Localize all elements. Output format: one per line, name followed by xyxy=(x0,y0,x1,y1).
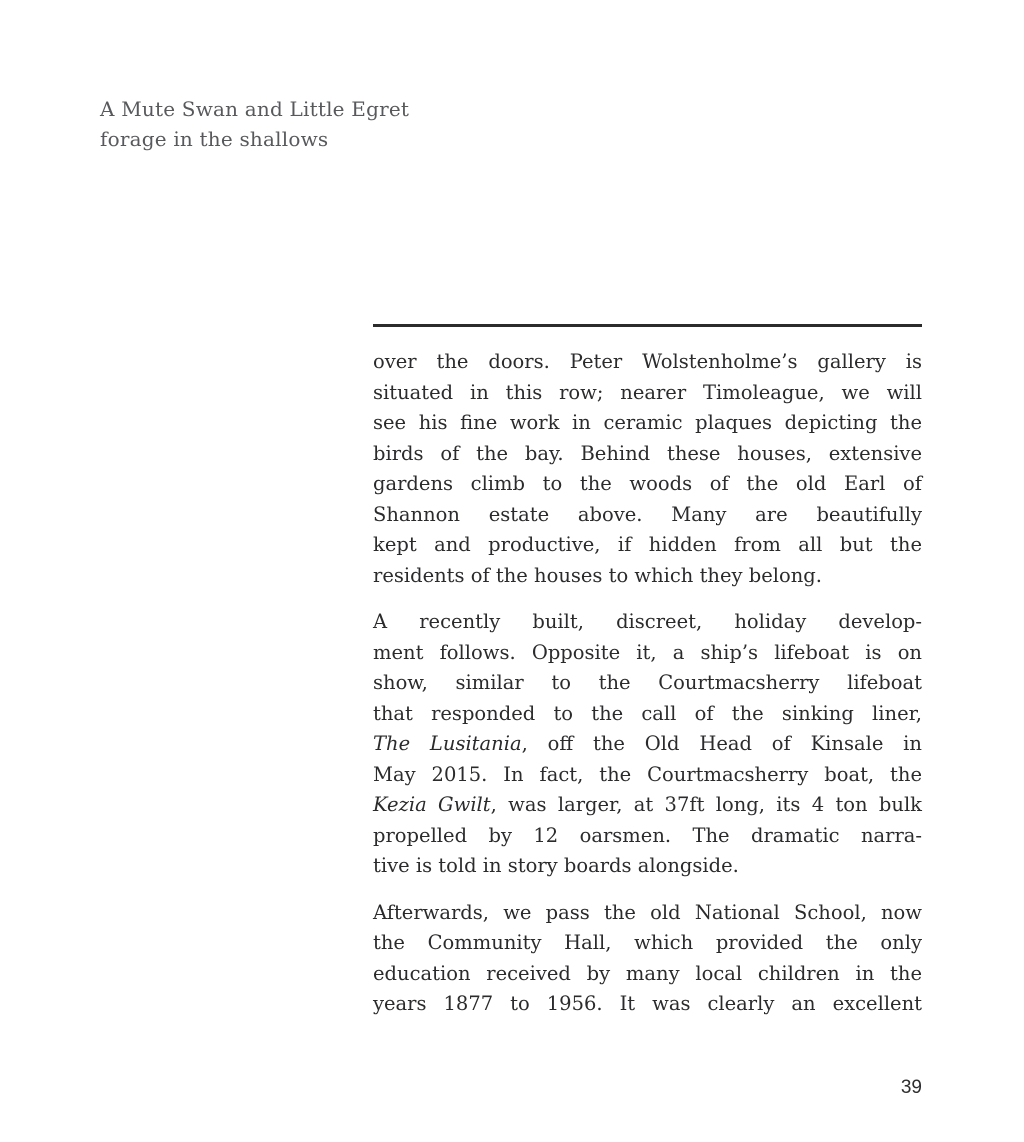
text-segment: over the doors. Peter Wolstenholme’s gallery is xyxy=(373,350,922,373)
content-column xyxy=(373,324,922,1020)
text-line xyxy=(373,959,922,990)
text-segment: residents of the houses to which they belong. xyxy=(373,563,822,587)
text-line xyxy=(373,790,922,821)
text-segment: gardens climb to the woods of the old Earl of xyxy=(373,472,922,495)
divider-rule xyxy=(373,324,922,327)
text-line xyxy=(373,561,922,592)
text-segment: Afterwards, we pass the old National School, now xyxy=(373,900,922,924)
text-segment: May 2015. In fact, the Courtmacsherry boat, the xyxy=(373,762,922,786)
text-segment: see his fine work in ceramic plaques depicting the xyxy=(373,411,922,434)
text-line xyxy=(373,469,922,500)
text-line xyxy=(373,928,922,959)
text-line xyxy=(373,638,922,669)
text-line xyxy=(373,530,922,561)
text-segment: situated in this row; nearer Timoleague, we will xyxy=(373,380,922,404)
text-segment: propelled by 12 oarsmen. The dramatic narra- xyxy=(373,823,922,847)
text-line xyxy=(373,851,922,882)
text-line xyxy=(373,408,922,439)
photo-caption xyxy=(100,94,520,154)
text-line xyxy=(373,378,922,409)
text-segment: ment follows. Opposite it, a ship’s lifeboat is on xyxy=(373,640,922,664)
text-line xyxy=(373,668,922,699)
text-segment: that responded to the call of the sinking liner, xyxy=(373,701,922,725)
paragraph xyxy=(373,898,922,1020)
text-line xyxy=(373,821,922,852)
text-line xyxy=(373,898,922,929)
paragraph xyxy=(373,347,922,591)
body-text xyxy=(373,347,922,1020)
text-line xyxy=(373,500,922,531)
page-number: 39 xyxy=(900,1077,922,1098)
text-segment: Shannon estate above. Many are beautifully xyxy=(373,502,922,526)
text-segment: years 1877 to 1956. It was clearly an excellent xyxy=(373,992,922,1015)
text-line xyxy=(373,699,922,730)
text-segment: education received by many local children in the xyxy=(373,961,922,985)
text-segment: kept and productive, if hidden from all but the xyxy=(373,533,922,556)
text-segment: , was larger, at 37ft long, its 4 ton bulk xyxy=(490,793,923,816)
italic-text: Kezia Gwilt xyxy=(373,793,491,816)
text-line xyxy=(373,607,922,638)
text-line xyxy=(373,347,922,378)
text-segment: the Community Hall, which provided the only xyxy=(373,931,922,954)
text-line xyxy=(373,760,922,791)
text-line xyxy=(373,989,922,1020)
text-segment: show, similar to the Courtmacsherry lifeboat xyxy=(373,671,922,694)
italic-text: The Lusitania xyxy=(373,732,522,755)
paragraph xyxy=(373,607,922,882)
text-segment: birds of the bay. Behind these houses, extensive xyxy=(373,441,922,465)
text-line xyxy=(373,729,922,760)
text-segment: , off the Old Head of Kinsale in xyxy=(521,732,922,755)
text-segment: tive is told in story boards alongside. xyxy=(373,854,739,877)
caption-line: forage in the shallows xyxy=(100,127,329,151)
caption-line: A Mute Swan and Little Egret xyxy=(100,97,410,121)
text-line xyxy=(373,439,922,470)
text-segment: A recently built, discreet, holiday develop- xyxy=(373,610,922,633)
